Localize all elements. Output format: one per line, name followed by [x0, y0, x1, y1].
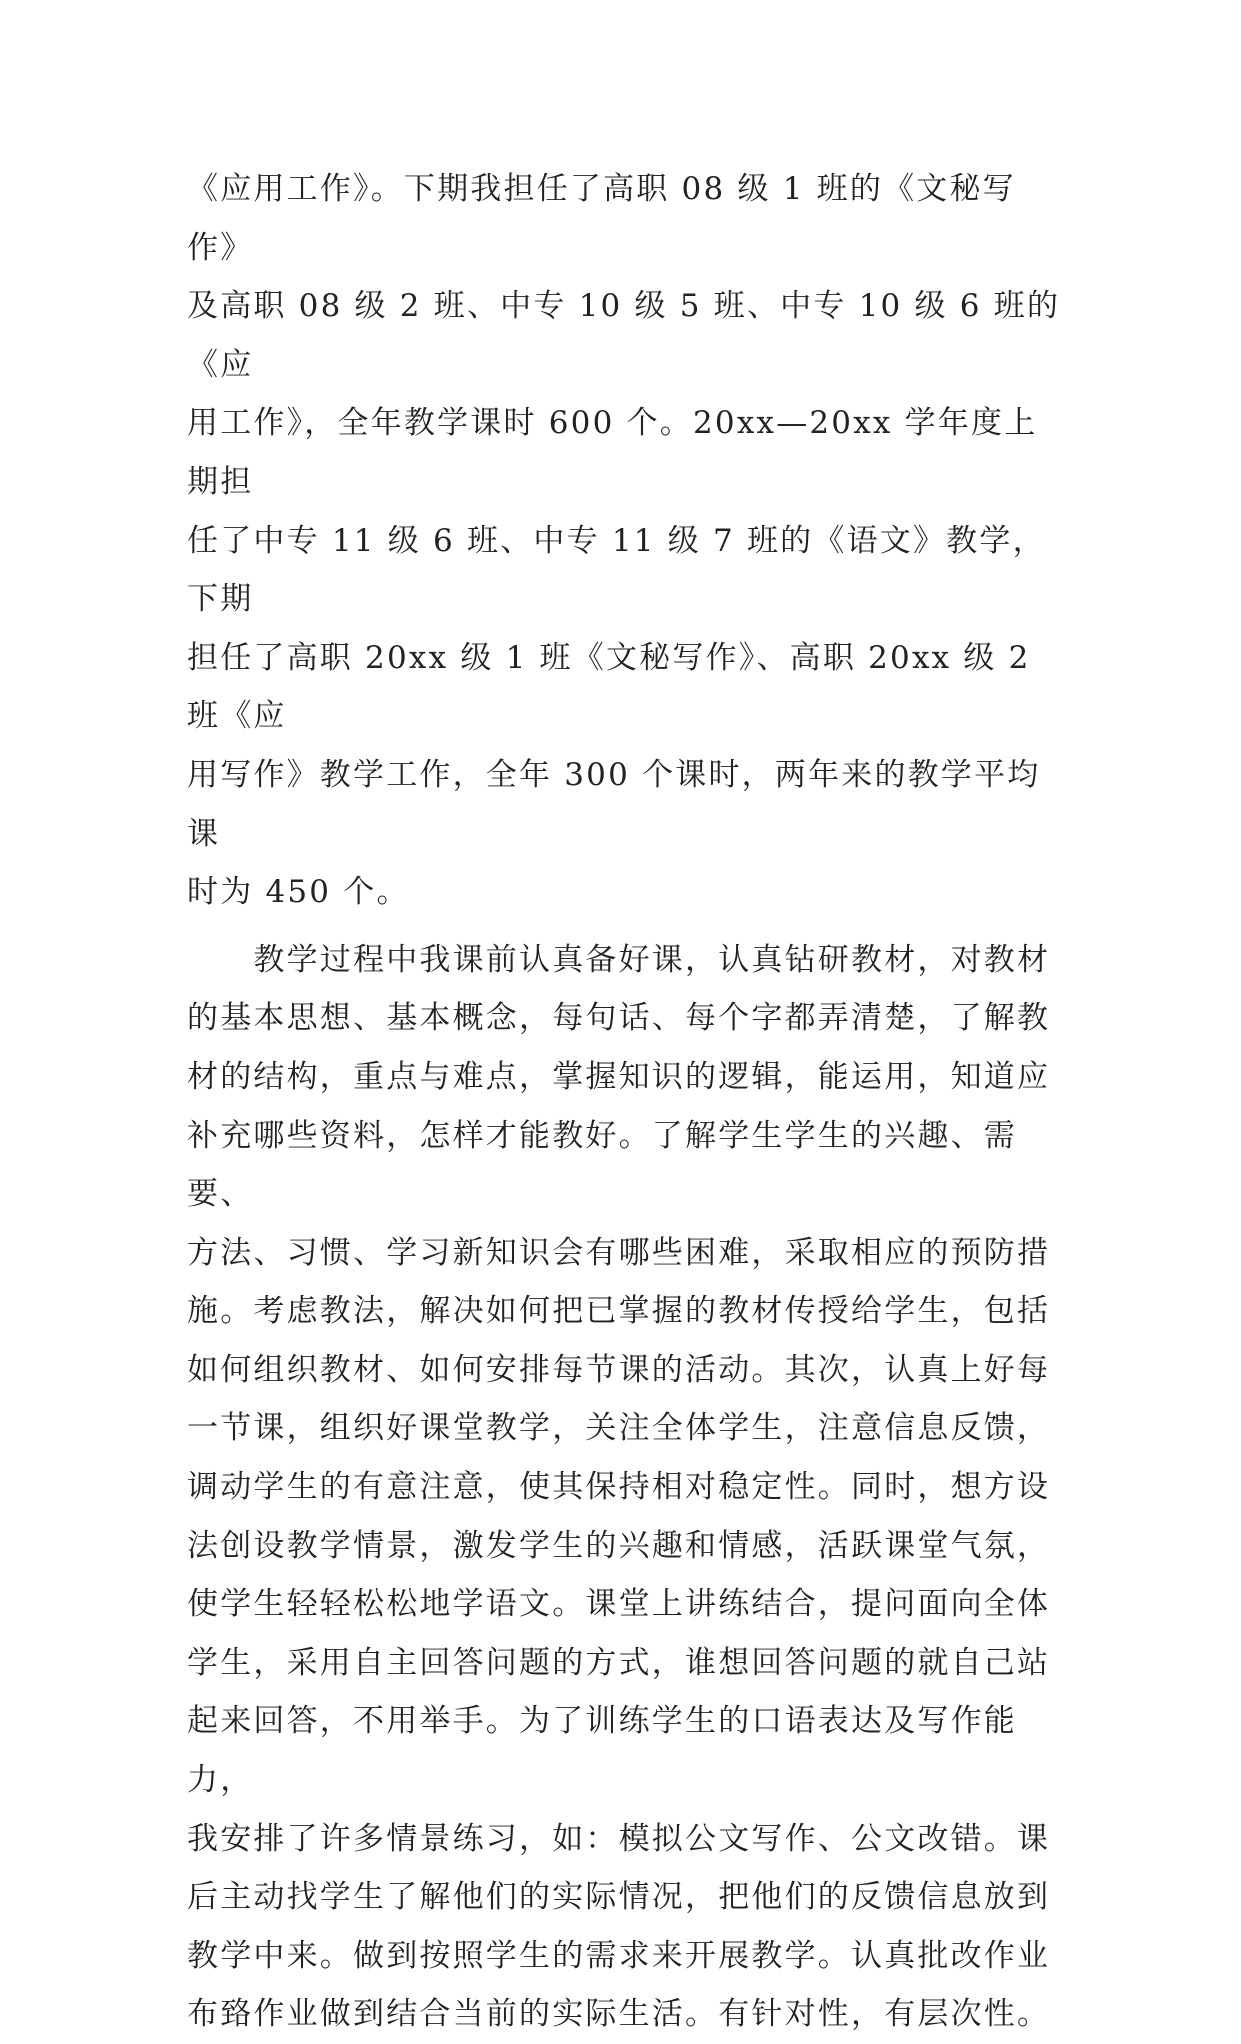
- document-body: [187, 160, 1067, 2044]
- paragraph-teaching-hours: 《应用工作》。下期我担任了高职 08 级 1 班的《文秘写作》 及高职 08 级 2 班、中专 10 级 5 班、中专 10 级 6 班的《应 用工作》，全年教学课时 600 个。20xx—20xx 学年度上期担 任了中专 11 级 6 班、中专 11 级 7 班的《语文》教学，下期 担任了高职 20xx 级 1 班《文秘写作》、高职 20xx 级 2 班《应 用写作》教学工作，全年 300 个课时，两年来的教学平均课 时为 450 个。: [187, 171, 1061, 911]
- paragraph-teaching-process: 教学过程中我课前认真备好课，认真钻研教材，对教材 的基本思想、基本概念，每句话、每个字都弄清楚，了解教 材的结构，重点与难点，掌握知识的逻辑，能运用，知道应 补充哪些资料，怎样才能教好。了解学生学生的兴趣、需要、 方法、习惯、学习新知识会有哪些困难，采取相应的预防措 施。考虑教法，解决如何把已掌握的教材传授给学生，包括 如何组织教材、如何安排每节课的活动。其次，认真上好每 一节课，组织好课堂教学，关注全体学生，注意信息反馈， 调动学生的有意注意，使其保持相对稳定性。同时，想方设 法创设教学情景，激发学生的兴趣和情感，活跃课堂气氛， 使学生轻轻松松地学语文。课堂上讲练结合，提问面向全体 学生，采用自主回答问题的方式，谁想回答问题的就自己站 起来回答，不用举手。为了训练学生的口语表达及写作能力， 我安排了许多情景练习，如：模拟公文写作、公文改错。课 后主动找学生了解他们的实际情况，把他们的反馈信息放到 教学中来。做到按照学生的需求来开展教学。认真批改作业 布臵作业做到结合当前的实际生活。有针对性，有层次性。: [187, 941, 1051, 2033]
